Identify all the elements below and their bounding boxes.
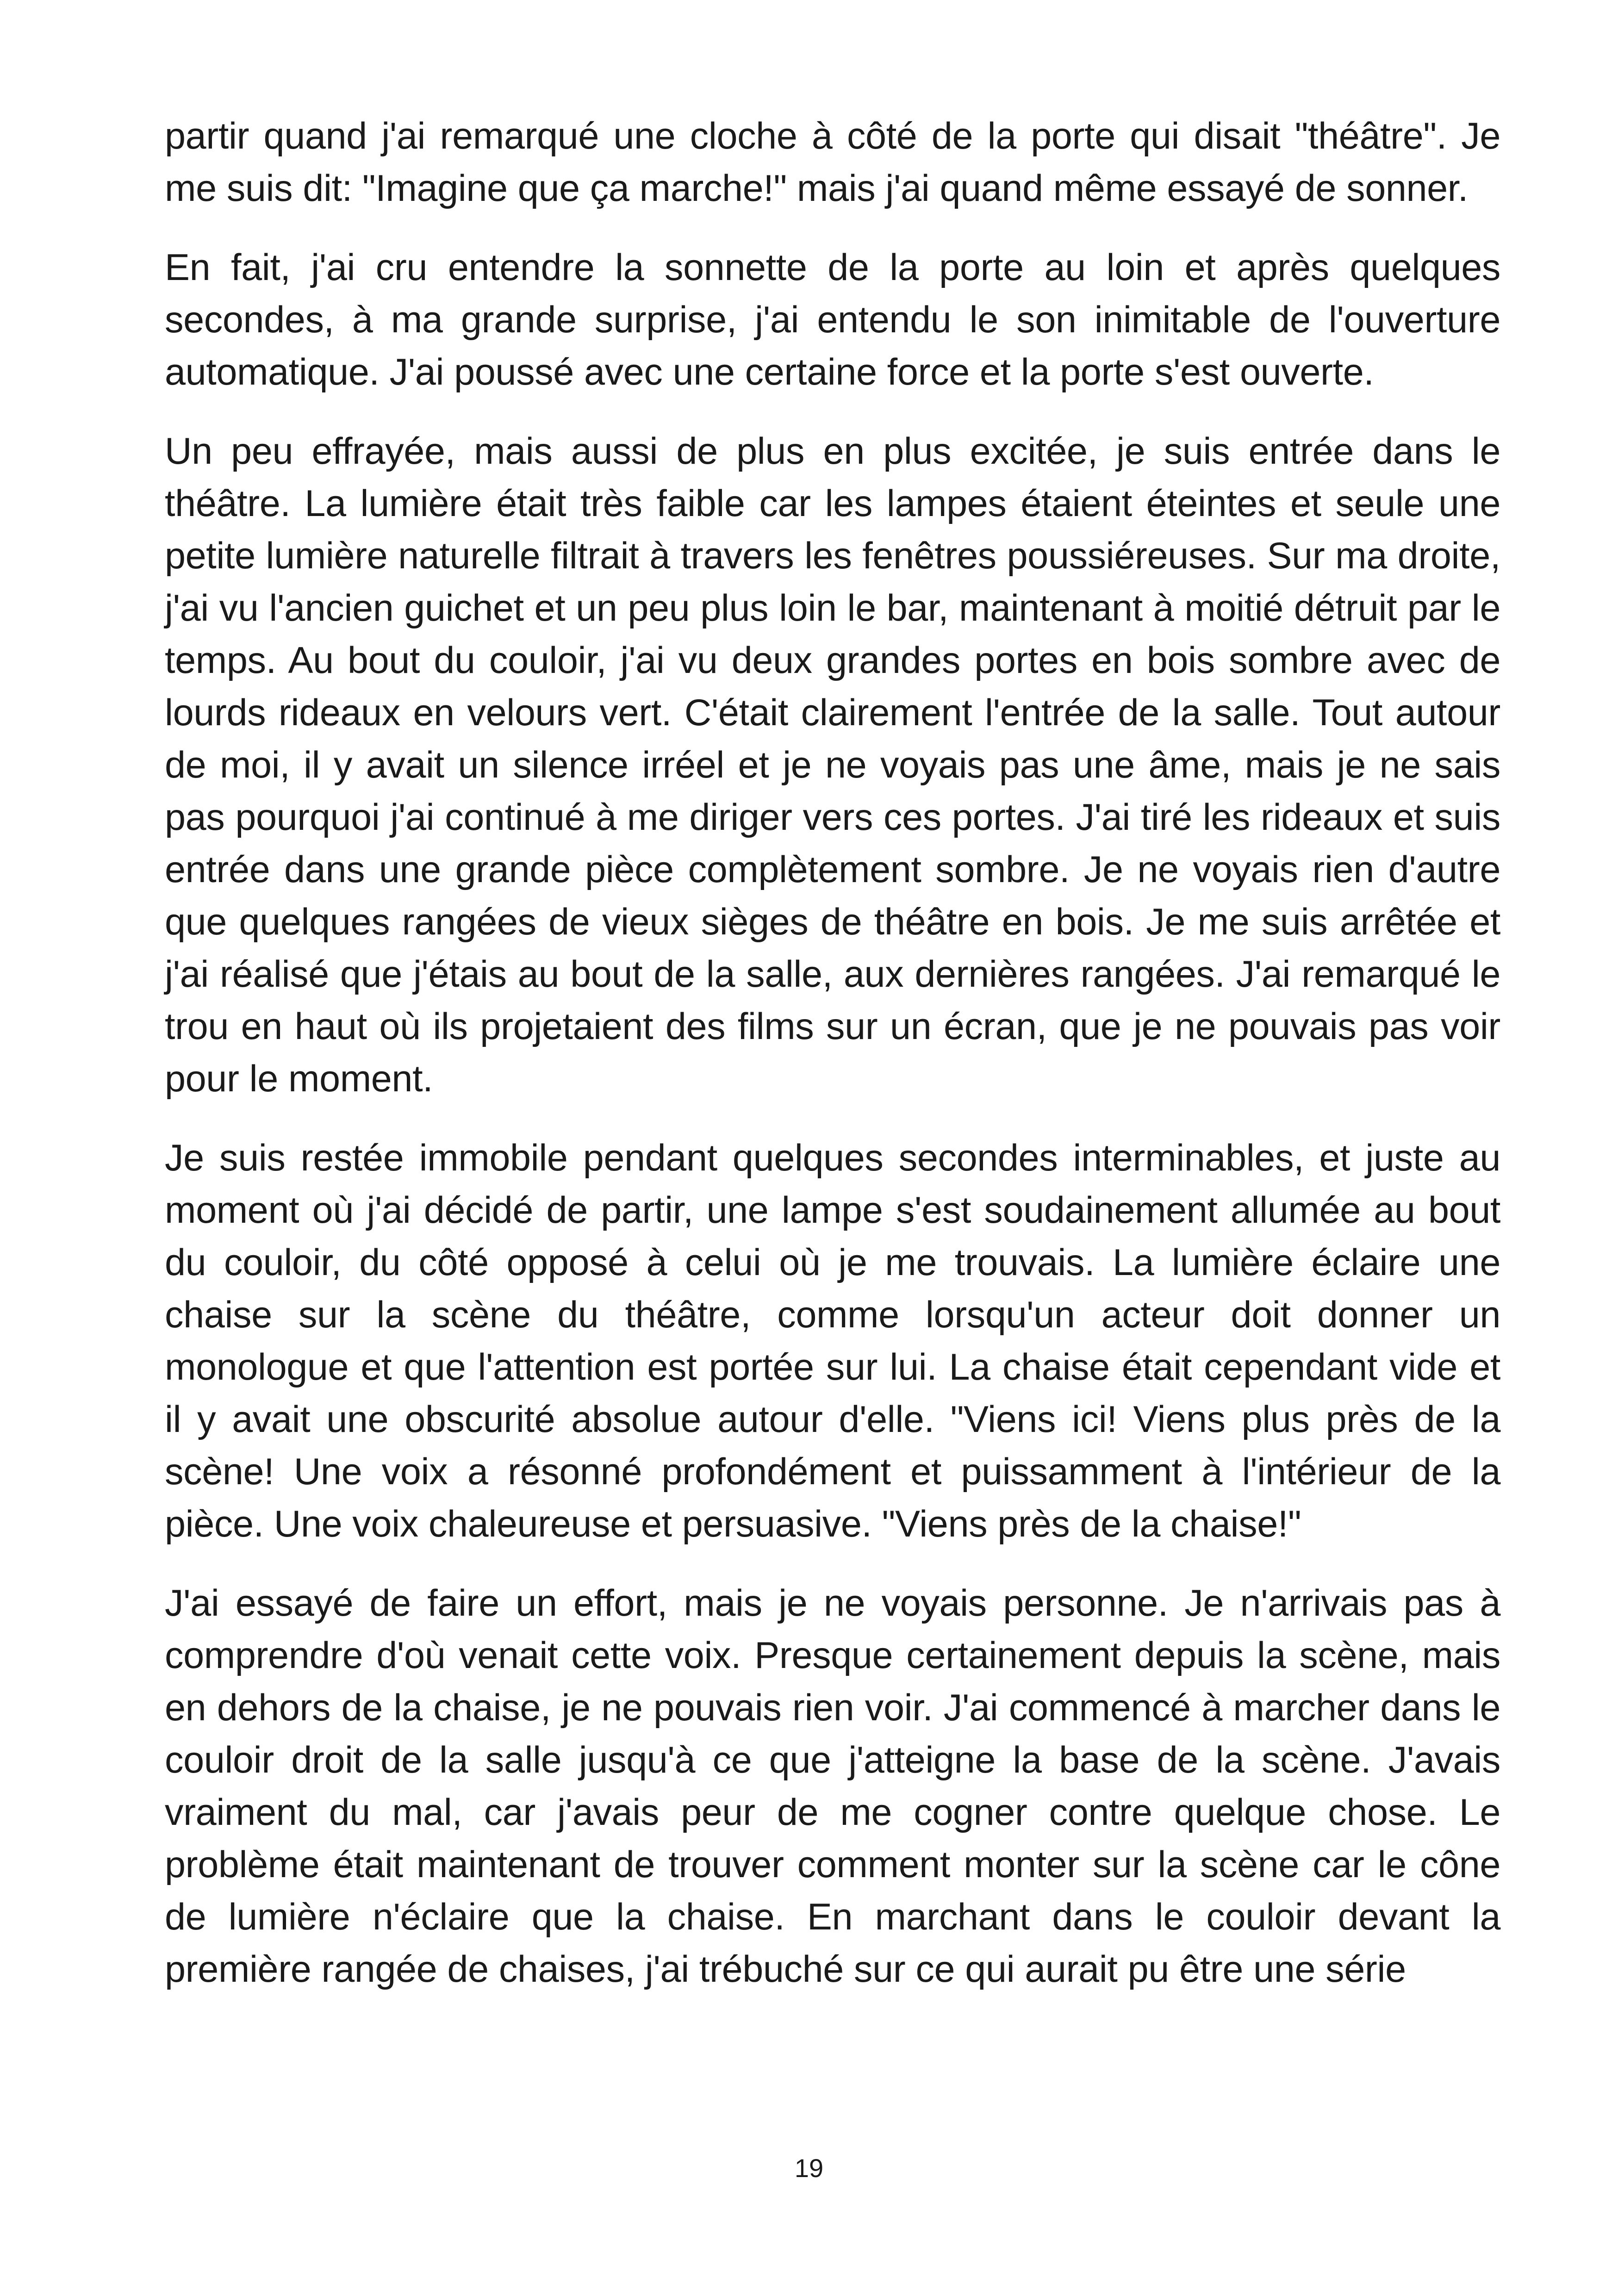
page-number: 19 — [794, 2153, 824, 2183]
text-body — [165, 110, 1500, 2022]
paragraph-3: Un peu effrayée, mais aussi de plus en plus excitée, je suis entrée dans le théâtre. La lumière était très faible car les lampes étaient éteintes et seule une petite lumière naturelle filtrait à travers les fenêtres poussiéreuses. Sur ma droite, j'ai vu l'ancien guichet et un peu plus loin le bar, maintenant à moitié détruit par le temps. Au bout du couloir, j'ai vu deux grandes portes en bois sombre avec de lourds rideaux en velours vert. C'était clairement l'entrée de la salle. Tout autour de moi, il y avait un silence irréel et je ne voyais pas une âme, mais je ne sais pas pourquoi j'ai continué à me diriger vers ces portes. J'ai tiré les rideaux et suis entrée dans une grande pièce complètement sombre. Je ne voyais rien d'autre que quelques rangées de vieux sièges de théâtre en bois. Je me suis arrêtée et j'ai réalisé que j'étais au bout de la salle, aux dernières rangées. J'ai remarqué le trou en haut où ils projetaient des films sur un écran, que je ne pouvais pas voir pour le moment. — [165, 430, 1500, 1100]
paragraph-4: Je suis restée immobile pendant quelques secondes interminables, et juste au moment où j'ai décidé de partir, une lampe s'est soudainement allumée au bout du couloir, du côté opposé à celui où je me trouvais. La lumière éclaire une chaise sur la scène du théâtre, comme lorsqu'un acteur doit donner un monologue et que l'attention est portée sur lui. La chaise était cependant vide et il y avait une obscurité absolue autour d'elle. "Viens ici! Viens plus près de la scène! Une voix a résonné profondément et puissamment à l'intérieur de la pièce. Une voix chaleureuse et persuasive. "Viens près de la chaise!" — [165, 1137, 1500, 1545]
paragraph-5: J'ai essayé de faire un effort, mais je ne voyais personne. Je n'arrivais pas à comprendre d'où venait cette voix. Presque certainement depuis la scène, mais en dehors de la chaise, je ne pouvais rien voir. J'ai commencé à marcher dans le couloir droit de la salle jusqu'à ce que j'atteigne la base de la scène. J'avais vraiment du mal, car j'avais peur de me cogner contre quelque chose. Le problème était maintenant de trouver comment monter sur la scène car le cône de lumière n'éclaire que la chaise. En marchant dans le couloir devant la première rangée de chaises, j'ai trébuché sur ce qui aurait pu être une série — [165, 1582, 1500, 1990]
paragraph-1: partir quand j'ai remarqué une cloche à côté de la porte qui disait "théâtre". Je me suis dit: "Imagine que ça marche!" mais j'ai quand même essayé de sonner. — [165, 115, 1500, 209]
paragraph-2: En fait, j'ai cru entendre la sonnette de la porte au loin et après quelques secondes, à ma grande surprise, j'ai entendu le son inimitable de l'ouverture automatique. J'ai poussé avec une certaine force et la porte s'est ouverte. — [165, 247, 1500, 393]
